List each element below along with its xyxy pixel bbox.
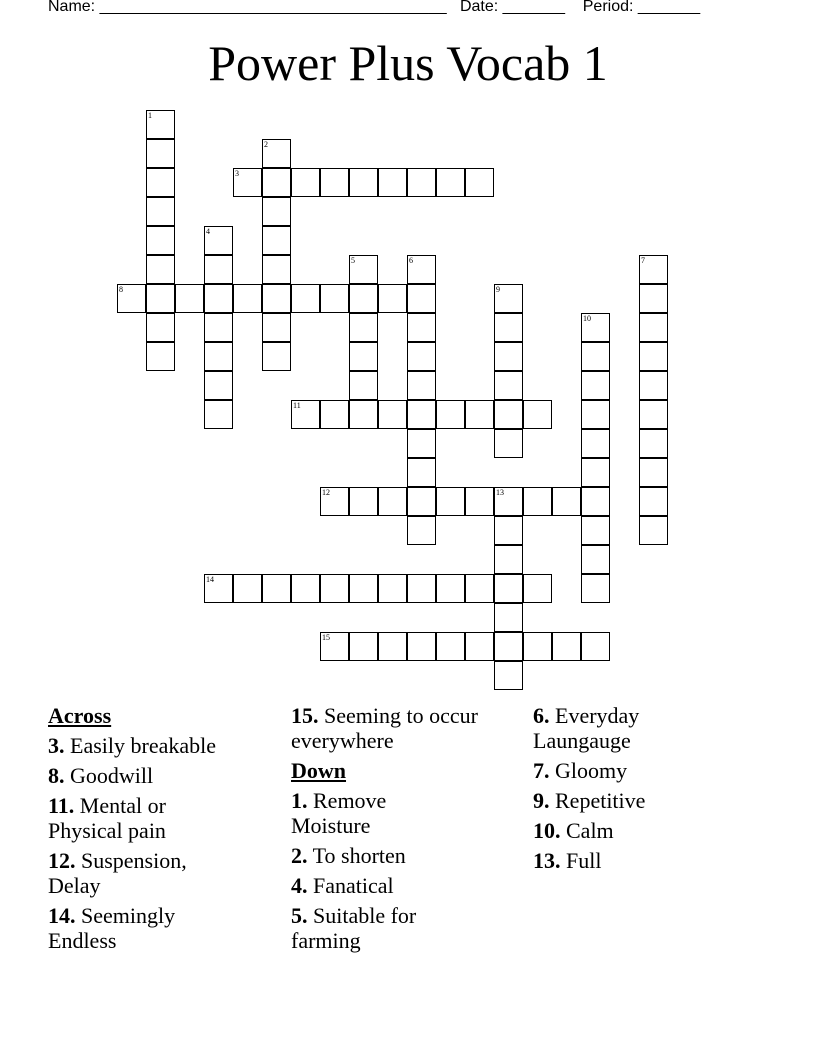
grid-cell[interactable] (262, 197, 291, 226)
clue-down-2: 2. To shorten (291, 843, 406, 868)
clue-down-13: 13. Full (533, 848, 602, 873)
grid-cell[interactable] (465, 487, 494, 516)
clue-number: 10 (583, 314, 591, 323)
grid-cell[interactable] (494, 516, 523, 545)
grid-cell[interactable] (349, 574, 378, 603)
grid-cell[interactable] (262, 342, 291, 371)
grid-cell[interactable] (639, 516, 668, 545)
grid-cell[interactable] (262, 226, 291, 255)
grid-cell[interactable] (146, 168, 175, 197)
date-label: Date: (459, 0, 499, 15)
clue-number: 13 (496, 488, 504, 497)
grid-cell[interactable] (436, 168, 465, 197)
grid-cell[interactable] (262, 168, 291, 197)
grid-cell[interactable] (552, 632, 581, 661)
clue-down-7: 7. Gloomy (533, 758, 628, 783)
grid-cell[interactable] (204, 284, 233, 313)
grid-cell[interactable] (349, 342, 378, 371)
grid-cell[interactable] (204, 400, 233, 429)
grid-cell[interactable] (349, 632, 378, 661)
grid-cell[interactable] (378, 487, 407, 516)
grid-cell[interactable] (523, 400, 552, 429)
grid-cell[interactable] (581, 371, 610, 400)
grid-cell[interactable] (320, 487, 349, 516)
grid-cell[interactable] (378, 400, 407, 429)
grid-cell[interactable] (262, 574, 291, 603)
grid-cell[interactable] (320, 168, 349, 197)
grid-cell[interactable] (494, 545, 523, 574)
grid-cell[interactable] (378, 168, 407, 197)
page-title: Power Plus Vocab 1 (208, 35, 608, 91)
grid-cell[interactable] (639, 284, 668, 313)
grid-cell[interactable] (494, 487, 523, 516)
grid-cell[interactable] (523, 487, 552, 516)
clue-number: 6 (409, 256, 413, 265)
grid-cell[interactable] (320, 284, 349, 313)
grid-cell[interactable] (581, 545, 610, 574)
grid-cell[interactable] (262, 139, 291, 168)
clue-down-10: 10. Calm (533, 818, 614, 843)
grid-cell[interactable] (262, 255, 291, 284)
grid-cell[interactable] (436, 632, 465, 661)
grid-cell[interactable] (349, 255, 378, 284)
grid-cell[interactable] (349, 400, 378, 429)
grid-cell[interactable] (639, 400, 668, 429)
grid-cell[interactable] (262, 284, 291, 313)
grid-cell[interactable] (204, 342, 233, 371)
grid-cell[interactable] (407, 632, 436, 661)
grid-cell[interactable] (581, 400, 610, 429)
period-label: Period: (582, 0, 634, 15)
grid-cell[interactable] (175, 284, 204, 313)
grid-cell[interactable] (523, 574, 552, 603)
clue-across-11: 11. Mental or Physical pain (48, 793, 166, 843)
clue-across-15: 15. Seeming to occur everywhere (291, 703, 478, 753)
grid-cell[interactable] (639, 371, 668, 400)
grid-cell[interactable] (407, 516, 436, 545)
grid-cell[interactable] (639, 342, 668, 371)
clue-down-6: 6. Everyday Laungauge (533, 703, 640, 753)
grid-cell[interactable] (146, 110, 175, 139)
name-blank[interactable]: _______________________________________ (99, 0, 447, 15)
clue-number: 15 (322, 633, 330, 642)
grid-cell[interactable] (494, 661, 523, 690)
grid-cell[interactable] (581, 458, 610, 487)
grid-cell[interactable] (320, 400, 349, 429)
grid-cell[interactable] (233, 284, 262, 313)
grid-cell[interactable] (378, 574, 407, 603)
grid-cell[interactable] (146, 197, 175, 226)
grid-cell[interactable] (233, 168, 262, 197)
grid-cell[interactable] (494, 632, 523, 661)
grid-cell[interactable] (581, 574, 610, 603)
grid-cell[interactable] (639, 487, 668, 516)
grid-cell[interactable] (639, 458, 668, 487)
grid-cell[interactable] (146, 139, 175, 168)
clue-number: 14 (206, 575, 214, 584)
clue-across-8: 8. Goodwill (48, 763, 154, 788)
down-heading: Down (291, 758, 347, 783)
grid-cell[interactable] (552, 487, 581, 516)
grid-cell[interactable] (320, 574, 349, 603)
grid-cell[interactable] (494, 429, 523, 458)
grid-cell[interactable] (233, 574, 262, 603)
grid-cell[interactable] (291, 574, 320, 603)
grid-cell[interactable] (320, 632, 349, 661)
grid-cell[interactable] (407, 400, 436, 429)
across-heading: Across (48, 703, 112, 728)
grid-cell[interactable] (494, 313, 523, 342)
grid-cell[interactable] (349, 284, 378, 313)
clues-column-2 (291, 703, 491, 958)
clue-number: 9 (496, 285, 500, 294)
grid-cell[interactable] (436, 574, 465, 603)
grid-cell[interactable] (581, 632, 610, 661)
grid-cell[interactable] (465, 400, 494, 429)
grid-cell[interactable] (146, 284, 175, 313)
clue-number: 12 (322, 488, 330, 497)
grid-cell[interactable] (581, 342, 610, 371)
clue-number: 3 (235, 169, 239, 178)
student-info-line (48, 0, 700, 16)
grid-cell[interactable] (436, 400, 465, 429)
grid-cell[interactable] (639, 429, 668, 458)
clue-number: 1 (148, 111, 152, 120)
grid-cell[interactable] (407, 371, 436, 400)
grid-cell[interactable] (465, 632, 494, 661)
grid-cell[interactable] (436, 487, 465, 516)
clue-down-9: 9. Repetitive (533, 788, 646, 813)
clues-column-3 (533, 703, 683, 878)
period-blank[interactable]: _______ (637, 0, 701, 15)
grid-cell[interactable] (407, 313, 436, 342)
grid-cell[interactable] (494, 574, 523, 603)
grid-cell[interactable] (465, 168, 494, 197)
grid-cell[interactable] (407, 255, 436, 284)
grid-cell[interactable] (494, 371, 523, 400)
grid-cell[interactable] (146, 342, 175, 371)
grid-cell[interactable] (494, 603, 523, 632)
grid-cell[interactable] (146, 255, 175, 284)
grid-cell[interactable] (291, 284, 320, 313)
grid-cell[interactable] (204, 255, 233, 284)
grid-cell[interactable] (378, 632, 407, 661)
grid-cell[interactable] (204, 574, 233, 603)
grid-cell[interactable] (639, 255, 668, 284)
grid-cell[interactable] (349, 313, 378, 342)
grid-cell[interactable] (581, 516, 610, 545)
grid-cell[interactable] (407, 168, 436, 197)
grid-cell[interactable] (378, 284, 407, 313)
clue-down-1: 1. Remove Moisture (291, 788, 387, 838)
clue-down-5: 5. Suitable for farming (291, 903, 417, 953)
clues-column-1 (48, 703, 278, 958)
grid-cell[interactable] (291, 168, 320, 197)
clue-down-4: 4. Fanatical (291, 873, 394, 898)
date-blank[interactable]: _______ (502, 0, 565, 15)
clue-number: 2 (264, 140, 268, 149)
grid-cell[interactable] (465, 574, 494, 603)
clue-number: 5 (351, 256, 355, 265)
grid-cell[interactable] (494, 400, 523, 429)
grid-cell[interactable] (204, 313, 233, 342)
grid-cell[interactable] (407, 284, 436, 313)
grid-cell[interactable] (291, 400, 320, 429)
grid-cell[interactable] (146, 226, 175, 255)
clue-number: 4 (206, 227, 210, 236)
clue-number: 11 (293, 401, 301, 410)
grid-cell[interactable] (407, 574, 436, 603)
grid-cell[interactable] (494, 284, 523, 313)
grid-cell[interactable] (581, 429, 610, 458)
name-label: Name: (48, 0, 96, 15)
grid-cell[interactable] (494, 342, 523, 371)
grid-cell[interactable] (581, 487, 610, 516)
clue-across-14: 14. Seemingly Endless (48, 903, 176, 953)
grid-cell[interactable] (407, 429, 436, 458)
grid-cell[interactable] (349, 487, 378, 516)
grid-cell[interactable] (407, 487, 436, 516)
grid-cell[interactable] (349, 168, 378, 197)
grid-cell[interactable] (349, 371, 378, 400)
grid-cell[interactable] (407, 342, 436, 371)
clue-across-12: 12. Suspension, Delay (48, 848, 187, 898)
clue-number: 7 (641, 256, 645, 265)
grid-cell[interactable] (581, 313, 610, 342)
grid-cell[interactable] (146, 313, 175, 342)
grid-cell[interactable] (639, 313, 668, 342)
grid-cell[interactable] (407, 458, 436, 487)
grid-cell[interactable] (117, 284, 146, 313)
grid-cell[interactable] (204, 226, 233, 255)
grid-cell[interactable] (204, 371, 233, 400)
clue-across-3: 3. Easily breakable (48, 733, 216, 758)
grid-cell[interactable] (262, 313, 291, 342)
grid-cell[interactable] (523, 632, 552, 661)
clue-number: 8 (119, 285, 123, 294)
